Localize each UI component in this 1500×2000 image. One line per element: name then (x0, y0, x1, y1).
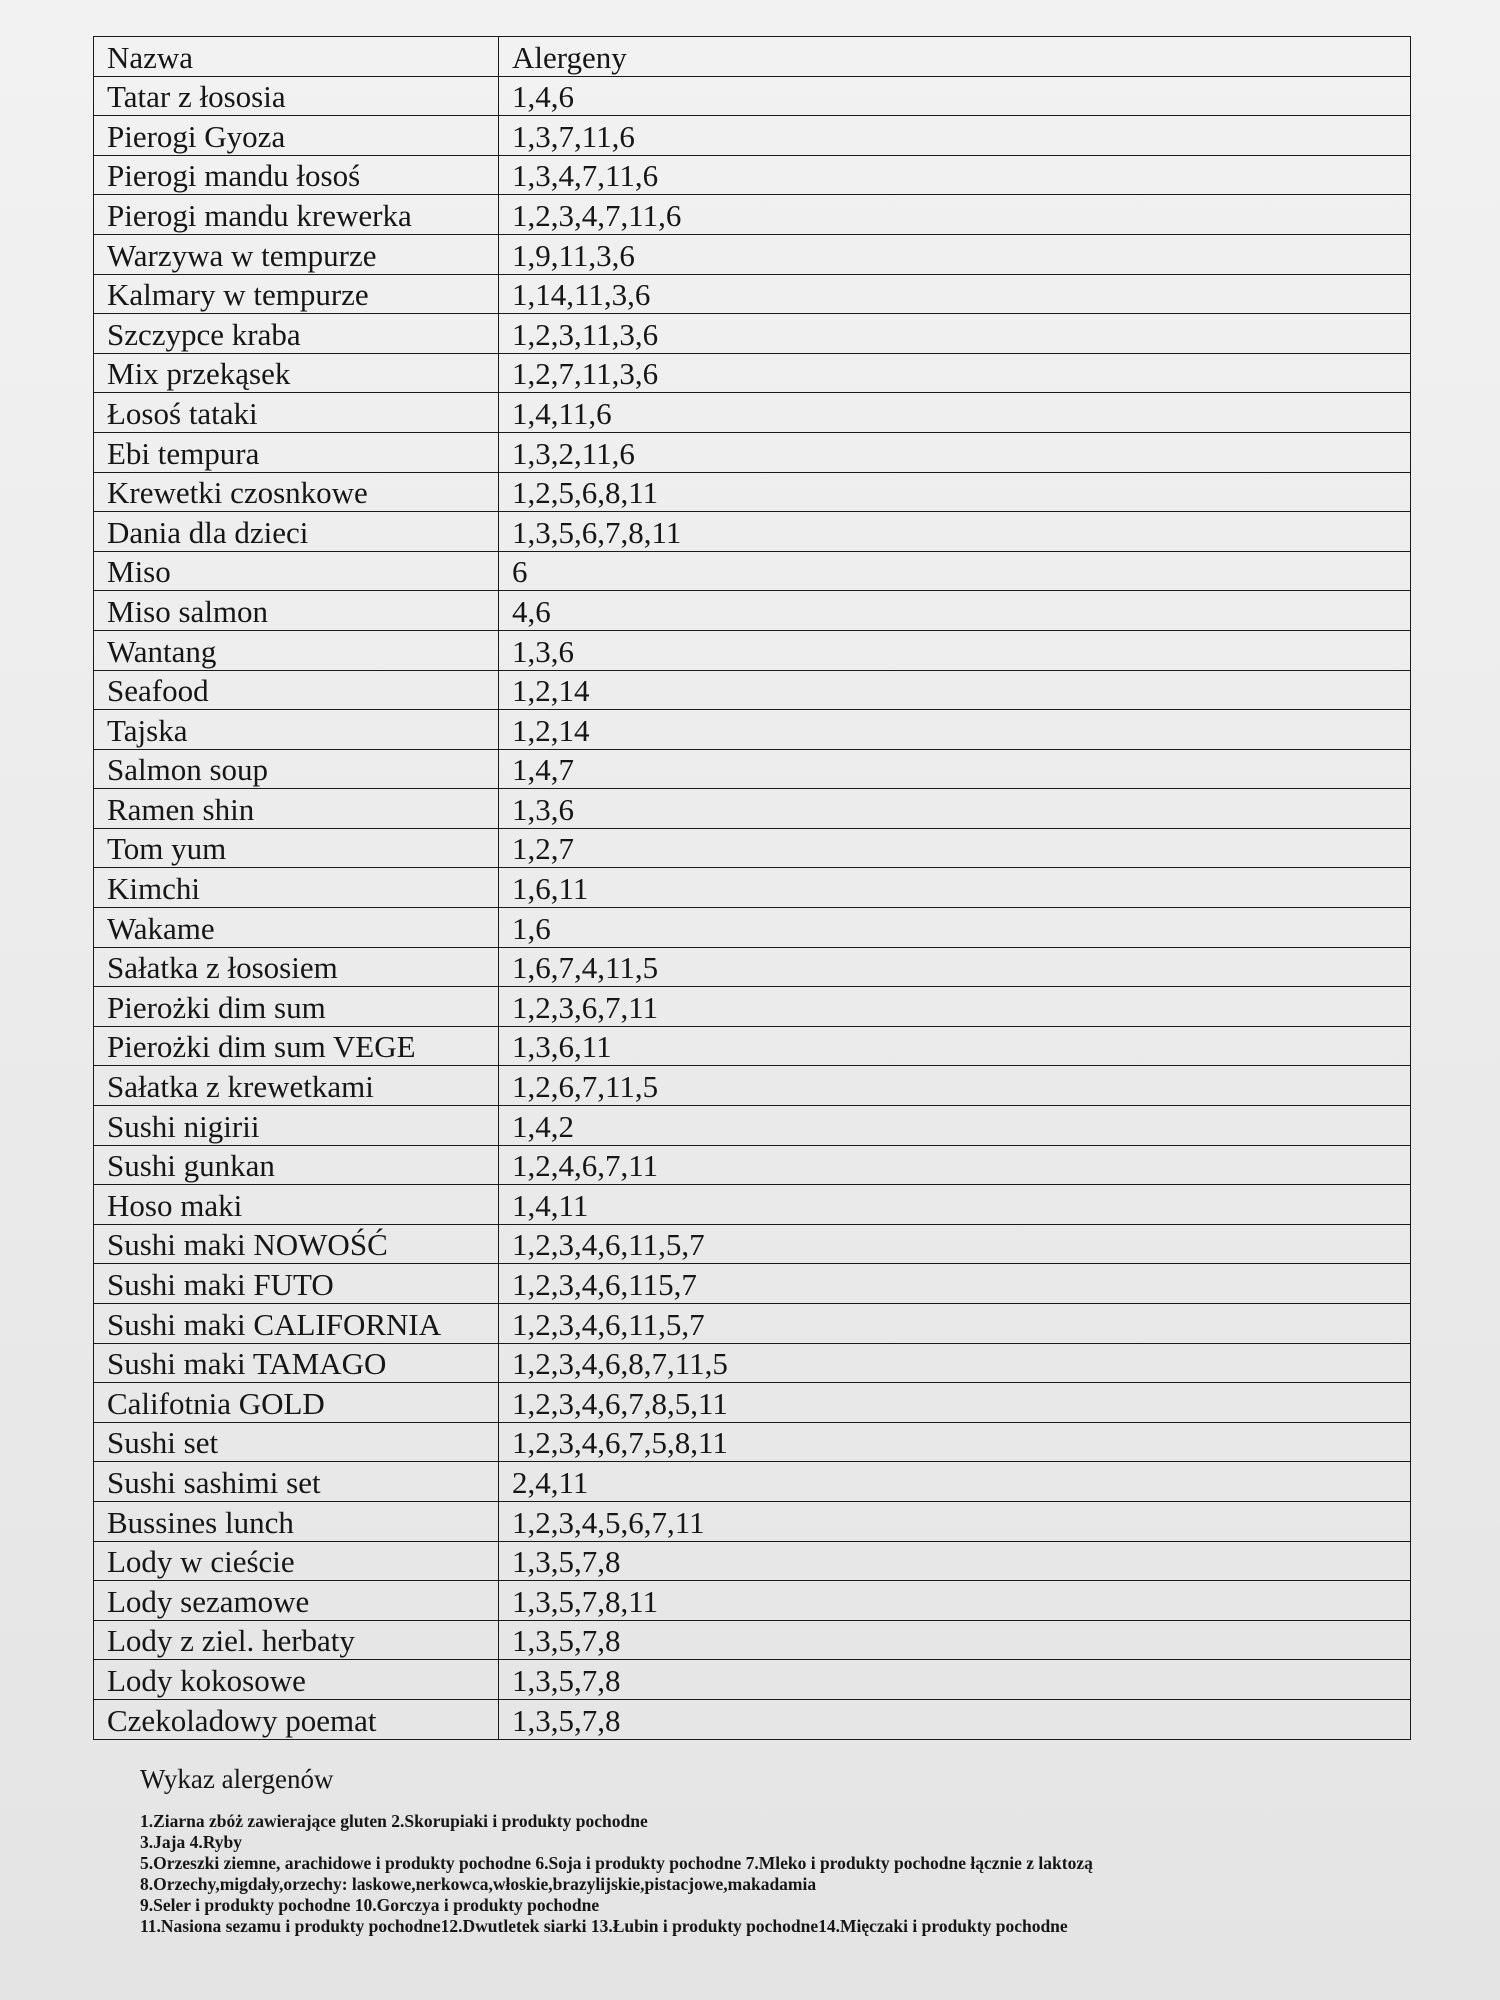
table-row (94, 314, 1411, 354)
dish-name: Mix przekąsek (94, 353, 499, 393)
table-row (94, 1224, 1411, 1264)
table-row (94, 353, 1411, 393)
dish-allergens: 1,2,3,4,7,11,6 (499, 195, 1411, 235)
dish-name: Tajska (94, 710, 499, 750)
dish-allergens: 1,3,6 (499, 630, 1411, 670)
dish-allergens: 1,3,5,7,8 (499, 1620, 1411, 1660)
dish-allergens: 1,2,5,6,8,11 (499, 472, 1411, 512)
dish-name: Dania dla dzieci (94, 512, 499, 552)
dish-name: Sushi gunkan (94, 1145, 499, 1185)
dish-allergens: 1,4,2 (499, 1106, 1411, 1146)
legend-line: 1.Ziarna zbóż zawierające gluten 2.Skorupiaki i produkty pochodne (140, 1811, 648, 1831)
legend-line: 8.Orzechy,migdały,orzechy: laskowe,nerkowca,włoskie,brazylijskie,pistacjowe,makadamia (140, 1874, 817, 1894)
dish-allergens: 1,6,11 (499, 868, 1411, 908)
table-row (94, 1581, 1411, 1621)
table-row (94, 670, 1411, 710)
dish-allergens: 1,2,14 (499, 710, 1411, 750)
dish-allergens: 2,4,11 (499, 1462, 1411, 1502)
dish-name: Pierożki dim sum VEGE (94, 1026, 499, 1066)
table-body (94, 76, 1411, 1739)
dish-allergens: 1,2,3,4,6,11,5,7 (499, 1224, 1411, 1264)
dish-allergens: 1,2,3,4,6,7,5,8,11 (499, 1422, 1411, 1462)
dish-name: Sushi maki TAMAGO (94, 1343, 499, 1383)
legend-line: 5.Orzeszki ziemne, arachidowe i produkty pochodne 6.Soja i produkty pochodne 7.Mleko i produkty pochodne łącznie z laktozą (140, 1853, 1093, 1873)
table-row (94, 1541, 1411, 1581)
dish-allergens: 1,2,3,4,6,7,8,5,11 (499, 1383, 1411, 1423)
table-row (94, 1620, 1411, 1660)
table-row (94, 551, 1411, 591)
table-row (94, 1264, 1411, 1304)
dish-allergens: 1,2,14 (499, 670, 1411, 710)
dish-name: Pierogi Gyoza (94, 116, 499, 156)
dish-name: Sushi maki CALIFORNIA (94, 1304, 499, 1344)
table-row (94, 1185, 1411, 1225)
dish-name: Lody z ziel. herbaty (94, 1620, 499, 1660)
legend-line: 3.Jaja 4.Ryby (140, 1832, 242, 1852)
legend-title: Wykaz alergenów (140, 1764, 334, 1794)
dish-allergens: 1,3,6 (499, 789, 1411, 829)
dish-name: Wakame (94, 908, 499, 948)
dish-name: Miso (94, 551, 499, 591)
table-row (94, 274, 1411, 314)
dish-allergens: 1,4,11 (499, 1185, 1411, 1225)
table-row (94, 1066, 1411, 1106)
dish-allergens: 1,6,7,4,11,5 (499, 947, 1411, 987)
table-row (94, 116, 1411, 156)
dish-allergens: 1,2,6,7,11,5 (499, 1066, 1411, 1106)
dish-allergens: 1,3,5,7,8 (499, 1541, 1411, 1581)
dish-name: Sushi sashimi set (94, 1462, 499, 1502)
table-row (94, 591, 1411, 631)
dish-allergens: 1,3,5,6,7,8,11 (499, 512, 1411, 552)
table-row (94, 512, 1411, 552)
dish-allergens: 1,2,3,4,5,6,7,11 (499, 1501, 1411, 1541)
dish-allergens: 1,3,4,7,11,6 (499, 155, 1411, 195)
table-row (94, 1026, 1411, 1066)
dish-name: Califotnia GOLD (94, 1383, 499, 1423)
table-row (94, 1106, 1411, 1146)
dish-allergens: 1,4,7 (499, 749, 1411, 789)
table-row (94, 195, 1411, 235)
dish-name: Czekoladowy poemat (94, 1699, 499, 1739)
dish-name: Ebi tempura (94, 432, 499, 472)
dish-allergens: 1,3,5,7,8,11 (499, 1581, 1411, 1621)
dish-allergens: 4,6 (499, 591, 1411, 631)
dish-name: Kimchi (94, 868, 499, 908)
dish-name: Sushi maki FUTO (94, 1264, 499, 1304)
table-row (94, 234, 1411, 274)
dish-allergens: 1,3,2,11,6 (499, 432, 1411, 472)
header-name: Nazwa (94, 37, 499, 77)
dish-name: Tatar z łososia (94, 76, 499, 116)
table-row (94, 1343, 1411, 1383)
allergen-legend (140, 1763, 1480, 1937)
legend-line: 11.Nasiona sezamu i produkty pochodne12.Dwutletek siarki 13.Łubin i produkty pochodne14.Mięczaki i produkty pochodne (140, 1916, 1068, 1936)
dish-name: Sushi maki NOWOŚĆ (94, 1224, 499, 1264)
dish-name: Seafood (94, 670, 499, 710)
dish-name: Sushi nigirii (94, 1106, 499, 1146)
dish-name: Sałatka z krewetkami (94, 1066, 499, 1106)
dish-allergens: 1,2,3,6,7,11 (499, 987, 1411, 1027)
table-row (94, 868, 1411, 908)
dish-name: Pierogi mandu krewerka (94, 195, 499, 235)
header-allergens: Alergeny (499, 37, 1411, 77)
dish-allergens: 1,9,11,3,6 (499, 234, 1411, 274)
dish-name: Warzywa w tempurze (94, 234, 499, 274)
table-row (94, 789, 1411, 829)
table-row (94, 828, 1411, 868)
dish-allergens: 1,2,7,11,3,6 (499, 353, 1411, 393)
dish-allergens: 1,2,3,4,6,115,7 (499, 1264, 1411, 1304)
dish-allergens: 1,4,6 (499, 76, 1411, 116)
dish-allergens: 1,2,7 (499, 828, 1411, 868)
dish-name: Łosoś tataki (94, 393, 499, 433)
table-row (94, 908, 1411, 948)
dish-allergens: 1,4,11,6 (499, 393, 1411, 433)
dish-allergens: 1,3,7,11,6 (499, 116, 1411, 156)
dish-name: Hoso maki (94, 1185, 499, 1225)
dish-allergens: 1,3,5,7,8 (499, 1660, 1411, 1700)
dish-allergens: 1,3,6,11 (499, 1026, 1411, 1066)
dish-name: Lody sezamowe (94, 1581, 499, 1621)
dish-name: Bussines lunch (94, 1501, 499, 1541)
dish-name: Kalmary w tempurze (94, 274, 499, 314)
table-row (94, 1422, 1411, 1462)
dish-name: Pierogi mandu łosoś (94, 155, 499, 195)
dish-name: Wantang (94, 630, 499, 670)
dish-allergens: 1,3,5,7,8 (499, 1699, 1411, 1739)
table-row (94, 472, 1411, 512)
dish-name: Salmon soup (94, 749, 499, 789)
table-row (94, 630, 1411, 670)
table-row (94, 749, 1411, 789)
dish-allergens: 1,2,3,11,3,6 (499, 314, 1411, 354)
dish-name: Pierożki dim sum (94, 987, 499, 1027)
table-row (94, 1462, 1411, 1502)
table-row (94, 1501, 1411, 1541)
table-row (94, 987, 1411, 1027)
dish-allergens: 1,14,11,3,6 (499, 274, 1411, 314)
dish-name: Sałatka z łososiem (94, 947, 499, 987)
dish-name: Lody kokosowe (94, 1660, 499, 1700)
table-row (94, 710, 1411, 750)
table-row (94, 947, 1411, 987)
table-row (94, 76, 1411, 116)
dish-name: Ramen shin (94, 789, 499, 829)
dish-allergens: 1,2,3,4,6,11,5,7 (499, 1304, 1411, 1344)
dish-name: Lody w cieście (94, 1541, 499, 1581)
legend-line: 9.Seler i produkty pochodne 10.Gorczya i produkty pochodne (140, 1895, 600, 1915)
table-row (94, 432, 1411, 472)
table-header-row (94, 37, 1411, 77)
dish-name: Tom yum (94, 828, 499, 868)
dish-name: Szczypce kraba (94, 314, 499, 354)
allergen-table (93, 36, 1411, 1740)
table-row (94, 1699, 1411, 1739)
table-row (94, 1145, 1411, 1185)
legend-lines (140, 1811, 1480, 1937)
table-row (94, 1660, 1411, 1700)
table-row (94, 155, 1411, 195)
dish-name: Krewetki czosnkowe (94, 472, 499, 512)
dish-allergens: 1,6 (499, 908, 1411, 948)
dish-name: Miso salmon (94, 591, 499, 631)
dish-name: Sushi set (94, 1422, 499, 1462)
dish-allergens: 1,2,3,4,6,8,7,11,5 (499, 1343, 1411, 1383)
table-row (94, 393, 1411, 433)
dish-allergens: 6 (499, 551, 1411, 591)
table-row (94, 1304, 1411, 1344)
table-row (94, 1383, 1411, 1423)
dish-allergens: 1,2,4,6,7,11 (499, 1145, 1411, 1185)
